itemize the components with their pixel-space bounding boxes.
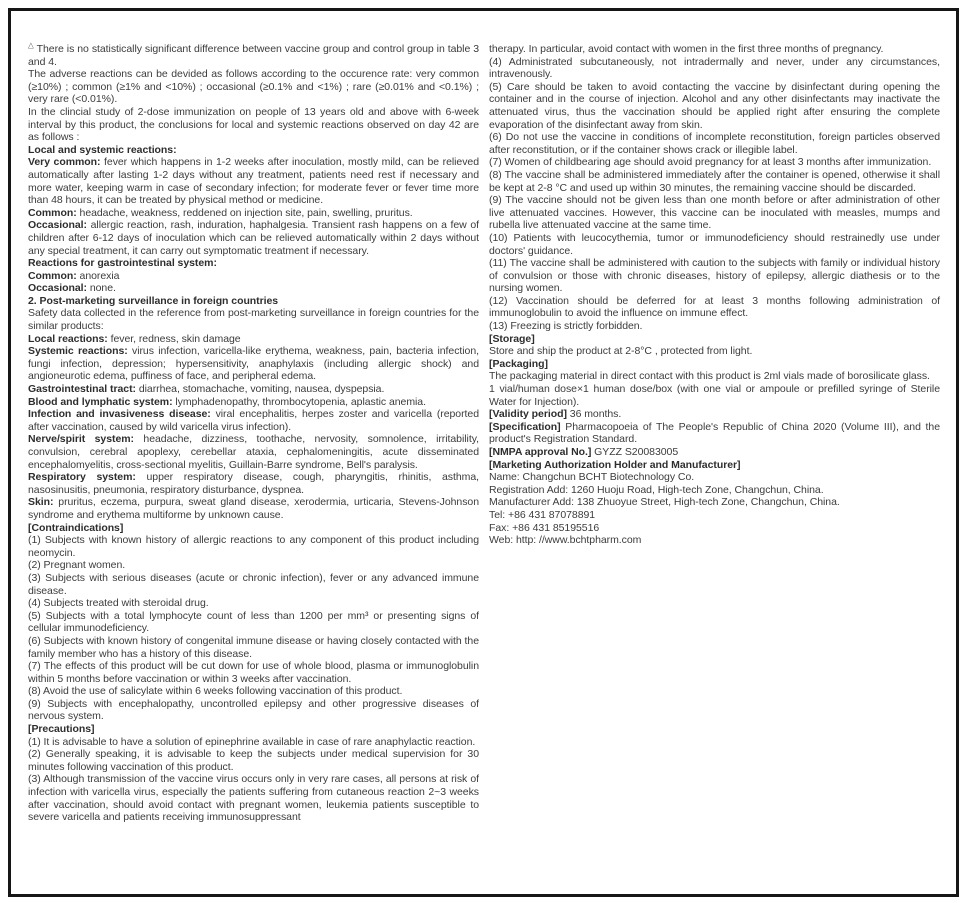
paragraph: Safety data collected in the reference from post-marketing surveillance in foreign countries for the similar products: [28, 307, 479, 333]
paragraph-lead: Skin: [28, 496, 54, 509]
paragraph: [Specification] Pharmacopoeia of The People's Republic of China 2020 (Volume III), and the product's Registration Standard. [489, 420, 940, 446]
paragraph-lead: [Packaging] [489, 357, 548, 370]
paragraph: (8) Avoid the use of salicylate within 6 weeks following vaccination of this product. [28, 685, 403, 698]
paragraph-lead: Systemic reactions: [28, 345, 128, 358]
paragraph-lead: Occasional: [28, 219, 87, 232]
paragraph-lead: Reactions for gastrointestinal system: [28, 257, 217, 270]
document-column-left [28, 40, 480, 824]
paragraph-lead: Occasional: [28, 282, 87, 295]
paragraph: (7) Women of childbearing age should avoid pregnancy for at least 3 months after immunization. [489, 156, 932, 169]
paragraph-lead: Gastrointestinal tract: [28, 383, 136, 396]
paragraph: Occasional: allergic reaction, rash, induration, haphalgesia. Transient rash happens on a few of children after 6-12 days of inoculation which can be relieved automatically within 2 days without any special treatment, it can carry out symptomatic treatment if necessary. [28, 219, 479, 257]
paragraph: Web: http: //www.bchtpharm.com [489, 534, 642, 547]
paragraph: Manufacturer Add: 138 Zhuoyue Street, High-tech Zone, Changchun, China. [489, 496, 840, 509]
paragraph-lead: Respiratory system: [28, 471, 136, 484]
paragraph: (8) The vaccine shall be administered immediately after the container is opened, otherwise it shall be kept at 2-8 °C and used up within 30 minutes, the remaining vaccine should be discarded. [489, 168, 940, 194]
paragraph: (2) Generally speaking, it is advisable to keep the subjects under medical supervision for 30 minutes following vaccination of this product. [28, 748, 479, 773]
paragraph: Nerve/spirit system: headache, dizziness, toothache, nervosity, somnolence, irritability, convulsion, cerebral apoplexy, cerebellar ataxia, cephalomeningitis, acute disseminated encephalomyelitis, cross-sectional myelitis, Guillain-Barre syndrome, Bell's paralysis. [28, 433, 479, 471]
paragraph: In the clincial study of 2-dose immunization on people of 13 years old and above with 6-week interval by this product, the conclusions for local and systemic reactions observed on day 42 are as follows : [28, 105, 479, 144]
paragraph: The packaging material in direct contact with this product is 2ml vials made of borosilicate glass. [489, 370, 930, 383]
paragraph: (1) Subjects with known history of allergic reactions to any component of this product including neomycin. [28, 534, 479, 559]
paragraph: (5) Subjects with a total lymphocyte count of less than 1200 per mm³ or presenting signs of cellular immunodeficiency. [28, 609, 479, 635]
paragraph: (4) Administrated subcutaneously, not intradermally and never, under any circumstances, intravenously. [489, 55, 940, 81]
paragraph-lead: Common: [28, 269, 77, 282]
paragraph: (13) Freezing is strictly forbidden. [489, 320, 643, 333]
paragraph: Tel: +86 431 87078891 [489, 508, 596, 521]
paragraph-lead: Common: [28, 206, 77, 219]
paragraph-lead: [Validity period] [489, 408, 567, 421]
paragraph: [NMPA approval No.] GYZZ S20083005 [489, 446, 679, 458]
paragraph [489, 459, 940, 472]
paragraph: (6) Do not use the vaccine in conditions of incomplete reconstitution, foreign particles observed after reconstitution, or if the container shows crack or illegible label. [489, 131, 940, 156]
paragraph: (5) Care should be taken to avoid contacting the vaccine by disinfectant during opening the container and in the course of injection. Alcohol and any other disinfectants may inactivate the attenuated virus, thus the vaccination should be applied right after ensuring the complete evaporation of the disinfectant away from skin. [489, 80, 940, 131]
paragraph: The adverse reactions can be devided as follows according to the occurence rate: very common (≥10%) ; common (≥1% and <10%) ; occasional (≥0.1% and <1%) ; rare (≥0.01% and <0.1%) ; very rare (<0.01%). [28, 68, 479, 106]
paragraph: △ There is no statistically significant difference between vaccine group and control group in table 3 and 4. [28, 40, 480, 68]
paragraph-lead: [Storage] [489, 332, 535, 345]
paragraph: Systemic reactions: virus infection, varicella-like erythema, weakness, pain, bacteria infection, fungi infection, depression; hypersensitivity, anaphylaxis (including allergic shock) and angioneurotic edema, puffiness of face, and peripheral edema. [28, 345, 480, 383]
paragraph: Blood and lymphatic system: lymphadenopathy, thrombocytopenia, aplastic anemia. [28, 395, 426, 408]
paragraph-lead: [Contraindications] [28, 521, 124, 534]
paragraph: (11) The vaccine shall be administered with caution to the subjects with family or individual history of convulsion or those with chronic diseases, history of epilepsy, allergic diathesis or to the nursing women. [489, 257, 940, 295]
paragraph-lead: [Precautions] [28, 723, 95, 736]
paragraph: Infection and invasiveness disease: viral encephalitis, herpes zoster and varicella (reported after vaccination, caused by wild varicella virus infection). [28, 408, 479, 433]
paragraph: (2) Pregnant women. [28, 559, 126, 572]
paragraph-lead: Local reactions: [28, 332, 108, 345]
paragraph: Local reactions: fever, redness, skin damage [28, 332, 241, 345]
paragraph: Registration Add: 1260 Huoju Road, High-tech Zone, Changchun, China. [489, 483, 824, 496]
paragraph [28, 522, 479, 535]
paragraph-lead: Infection and invasiveness disease: [28, 408, 211, 421]
paragraph: Occasional: none. [28, 282, 116, 295]
paragraph: Skin: pruritus, eczema, purpura, sweat gland disease, xerodermia, urticaria, Stevens-Johnson syndrome and erythema multiforme by unknown cause. [28, 496, 479, 521]
paragraph: Respiratory system: upper respiratory disease, cough, pharyngitis, rhinitis, asthma, nasosinusitis, pneumonia, respiratory disturbance, dyspnea. [28, 471, 480, 496]
paragraph [28, 723, 479, 736]
paragraph: (12) Vaccination should be deferred for at least 3 months following administration of immunoglobulin to avoid the influence on immune effect. [489, 294, 940, 320]
paragraph: (10) Patients with leucocythemia, tumor or immunodeficiency should restrainedly use under doctors' guidance. [489, 231, 940, 257]
paragraph-lead: [Marketing Authorization Holder and Manufacturer] [489, 458, 741, 471]
paragraph: (3) Although transmission of the vaccine virus occurs only in very rare cases, all persons at risk of infection with varicella virus, especially the patients suffering from cutaneous reaction 2~3 weeks after vaccination, should avoid contact with pregnant women, leukemia patients susceptible to severe varicella and patients receiving immunosuppressant [28, 773, 479, 824]
paragraph [489, 333, 940, 346]
paragraph-lead: Nerve/spirit system: [28, 433, 134, 446]
paragraph: 1 vial/human dose×1 human dose/box (with one vial or ampoule or prefilled syringe of Sterile Water for Injection). [489, 383, 940, 408]
paragraph-lead: 2. Post-marketing surveillance in foreign countries [28, 294, 279, 307]
triangle-footnote-marker: △ [28, 40, 34, 50]
paragraph: Very common: fever which happens in 1-2 weeks after inoculation, mostly mild, can be relieved automatically after lasting 1-2 days without any treatment, patients need rest if necessary and more water, keeping warm in case of secondary infection; for moderate fever or fever time more than 48 hours, it can be treated by physical method or medicine. [28, 156, 479, 207]
paragraph-lead: [Specification] [489, 420, 561, 433]
paragraph: (6) Subjects with known history of congenital immune disease or having closely contacted with the family member who has a history of this disease. [28, 634, 479, 660]
paragraph: Name: Changchun BCHT Biotechnology Co. [489, 471, 695, 484]
paragraph: (1) It is advisable to have a solution of epinephrine available in case of rare anaphylactic reaction. [28, 735, 476, 748]
paragraph: (9) Subjects with encephalopathy, uncontrolled epilepsy and other progressive diseases of nervous system. [28, 697, 479, 723]
paragraph: Store and ship the product at 2-8°C , protected from light. [489, 345, 753, 358]
paragraph-lead: Very common: [28, 156, 101, 169]
paragraph-lead: Blood and lymphatic system: [28, 395, 173, 408]
paragraph: (4) Subjects treated with steroidal drug. [28, 597, 209, 610]
paragraph: (3) Subjects with serious diseases (acute or chronic infection), fever or any advanced immune disease. [28, 571, 479, 597]
document-column-right [489, 43, 940, 547]
paragraph [28, 144, 479, 157]
paragraph [28, 257, 479, 270]
paragraph: (9) The vaccine should not be given less than one month before or after administration of other live attenuated vaccines. However, this vaccine can be inoculated with measles, mumps and rubella live attenuated vaccine at the same time. [489, 194, 940, 232]
paragraph: [Validity period] 36 months. [489, 408, 622, 421]
paragraph-lead: [NMPA approval No.] [489, 446, 592, 458]
paragraph: (7) The effects of this product will be cut down for use of whole blood, plasma or immunoglobulin within 5 months before vaccination or within 3 weeks after vaccination. [28, 660, 479, 685]
paragraph-lead: Local and systemic reactions: [28, 143, 177, 156]
paragraph: Common: anorexia [28, 269, 120, 282]
paragraph: Common: headache, weakness, reddened on injection site, pain, swelling, pruritus. [28, 206, 413, 219]
paragraph: Fax: +86 431 85195516 [489, 521, 600, 534]
paragraph: Gastrointestinal tract: diarrhea, stomachache, vomiting, nausea, dyspepsia. [28, 383, 385, 396]
paragraph [489, 358, 940, 371]
paragraph: therapy. In particular, avoid contact with women in the first three months of pregnancy. [489, 43, 884, 55]
paragraph [28, 295, 479, 308]
